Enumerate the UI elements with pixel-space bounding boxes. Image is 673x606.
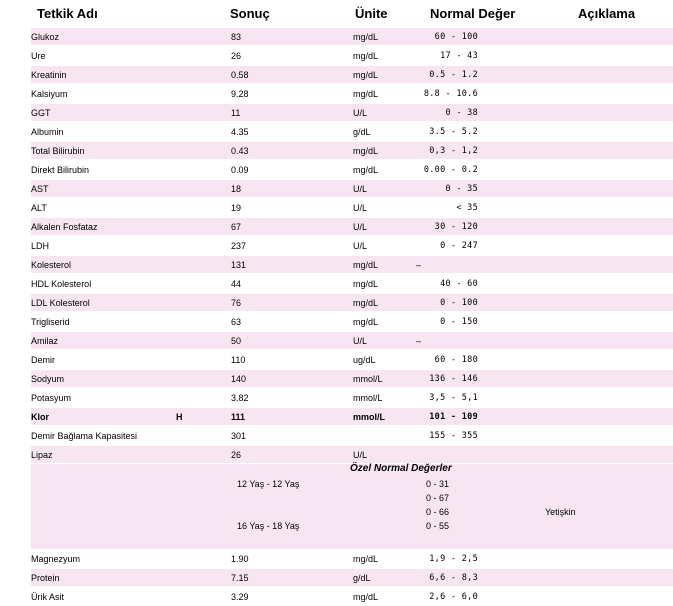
unit: mmol/L — [353, 393, 383, 403]
reference-range: – — [416, 336, 422, 346]
unit: U/L — [353, 450, 368, 460]
result-value: 0.09 — [231, 165, 249, 175]
test-name: Ürik Asit — [31, 592, 65, 602]
test-name: HDL Kolesterol — [31, 279, 92, 289]
table-row — [0, 255, 673, 274]
reference-range: 3,5 - 5,1 — [429, 393, 478, 403]
unit: ug/dL — [353, 355, 376, 365]
unit: mg/dL — [353, 89, 379, 99]
table-row — [0, 350, 673, 369]
result-value: 0.43 — [231, 146, 249, 156]
table-row — [0, 179, 673, 198]
reference-range: 0 - 55 — [426, 521, 450, 531]
result-value: 9.28 — [231, 89, 249, 99]
reference-range: 2,6 - 6,0 — [429, 592, 478, 602]
unit: mg/dL — [353, 298, 379, 308]
result-value: 3.29 — [231, 592, 249, 602]
test-name: Glukoz — [31, 32, 60, 42]
result-value: 7.15 — [231, 573, 249, 583]
result-value: 18 — [231, 184, 242, 194]
table-row — [0, 369, 673, 388]
test-name: Direkt Bilirubin — [31, 165, 90, 175]
test-name: Magnezyum — [31, 554, 81, 564]
test-name: Total Bilirubin — [31, 146, 85, 156]
test-name: Kolesterol — [31, 260, 72, 270]
test-name: Kreatinin — [31, 70, 67, 80]
unit: mg/dL — [353, 146, 379, 156]
result-value: 11 — [231, 108, 241, 118]
test-name: Klor — [31, 412, 49, 422]
reference-range: 1,9 - 2,5 — [429, 554, 478, 564]
test-name: Albumin — [31, 127, 64, 137]
row-shade — [31, 446, 673, 463]
unit: U/L — [353, 184, 368, 194]
row-shade — [31, 464, 673, 549]
unit: mg/dL — [353, 279, 379, 289]
header-test-name: Tetkik Adı — [37, 6, 98, 21]
result-value: 4.35 — [231, 127, 249, 137]
test-name: ALT — [31, 203, 47, 213]
table-row — [0, 65, 673, 84]
table-row — [0, 549, 673, 568]
row-shade — [31, 256, 673, 273]
reference-range: 136 - 146 — [429, 374, 478, 384]
result-value: 63 — [231, 317, 242, 327]
reference-range: 101 - 109 — [429, 412, 478, 422]
reference-range: 155 - 355 — [429, 431, 478, 441]
table-row — [0, 587, 673, 606]
reference-range: 0 - 31 — [426, 479, 450, 489]
results-table — [0, 27, 673, 606]
unit: U/L — [353, 336, 368, 346]
table-row — [0, 198, 673, 217]
result-value: 76 — [231, 298, 242, 308]
unit: mg/dL — [353, 260, 379, 270]
test-name: Demir — [31, 355, 55, 365]
reference-range: 40 - 60 — [440, 279, 478, 289]
reference-range: 0 - 150 — [440, 317, 478, 327]
age-note: Yetişkin — [545, 507, 576, 517]
result-value: 19 — [231, 203, 242, 213]
result-value: 140 — [231, 374, 247, 384]
header-result: Sonuç — [230, 6, 270, 21]
result-value: 0.58 — [231, 70, 249, 80]
table-row — [0, 445, 673, 464]
test-name: Kalsiyum — [31, 89, 68, 99]
flag: H — [176, 412, 183, 422]
reference-range: 17 - 43 — [440, 51, 478, 61]
table-row — [0, 407, 673, 426]
unit: mg/dL — [353, 70, 379, 80]
test-name: Alkalen Fosfataz — [31, 222, 98, 232]
special-values-title: Özel Normal Değerler — [350, 463, 452, 474]
unit: mmol/L — [353, 412, 386, 422]
reference-range: 0 - 100 — [440, 298, 478, 308]
unit: mg/dL — [353, 165, 379, 175]
table-header — [0, 0, 673, 26]
reference-range: 60 - 100 — [434, 32, 478, 42]
test-name: Protein — [31, 573, 60, 583]
reference-range: 8.8 - 10.6 — [423, 89, 478, 99]
result-value: 26 — [231, 51, 242, 61]
test-name: Potasyum — [31, 393, 72, 403]
unit: U/L — [353, 222, 368, 232]
test-name: Amilaz — [31, 336, 59, 346]
reference-range: 3.5 - 5.2 — [429, 127, 478, 137]
unit: g/dL — [353, 573, 371, 583]
table-row — [0, 122, 673, 141]
table-row — [0, 312, 673, 331]
age-range: 16 Yaş - 18 Yaş — [237, 521, 300, 531]
age-range: 12 Yaş - 12 Yaş — [237, 479, 300, 489]
table-row — [0, 388, 673, 407]
result-value: 67 — [231, 222, 242, 232]
unit: U/L — [353, 108, 368, 118]
reference-range: – — [416, 260, 422, 270]
table-row — [0, 160, 673, 179]
table-row — [0, 426, 673, 445]
test-name: LDH — [31, 241, 50, 251]
unit: mg/dL — [353, 592, 379, 602]
table-row — [0, 103, 673, 122]
reference-range: 30 - 120 — [434, 222, 478, 232]
table-row — [0, 84, 673, 103]
result-value: 111 — [231, 412, 246, 422]
unit: g/dL — [353, 127, 371, 137]
test-name: Trigliserid — [31, 317, 70, 327]
table-row — [0, 274, 673, 293]
test-name: Demir Bağlama Kapasitesi — [31, 431, 138, 441]
test-name: LDL Kolesterol — [31, 298, 90, 308]
reference-range: 0,3 - 1,2 — [429, 146, 478, 156]
reference-range: 0.5 - 1.2 — [429, 70, 478, 80]
unit: U/L — [353, 203, 368, 213]
reference-range: 0 - 38 — [445, 108, 478, 118]
header-description: Açıklama — [578, 6, 636, 21]
reference-range: 0 - 67 — [426, 493, 450, 503]
test-name: GGT — [31, 108, 51, 118]
header-normal-value: Normal Değer — [430, 6, 516, 21]
unit: mg/dL — [353, 32, 379, 42]
unit: U/L — [353, 241, 368, 251]
row-shade — [31, 332, 673, 349]
result-value: 110 — [231, 355, 246, 365]
table-row — [0, 141, 673, 160]
test-name: Lipaz — [31, 450, 53, 460]
table-row — [0, 293, 673, 312]
test-name: Sodyum — [31, 374, 65, 384]
reference-range: 60 - 180 — [434, 355, 478, 365]
reference-range: < 35 — [456, 203, 478, 213]
result-value: 83 — [231, 32, 242, 42]
reference-range: 0.00 - 0.2 — [423, 165, 478, 175]
test-name: Ure — [31, 51, 46, 61]
result-value: 131 — [231, 260, 247, 270]
table-row — [0, 217, 673, 236]
result-value: 3.82 — [231, 393, 249, 403]
table-row — [0, 27, 673, 46]
reference-range: 0 - 35 — [445, 184, 478, 194]
unit: mg/dL — [353, 51, 379, 61]
reference-range: 6,6 - 8,3 — [429, 573, 478, 583]
unit: mg/dL — [353, 317, 379, 327]
result-value: 44 — [231, 279, 242, 289]
result-value: 50 — [231, 336, 242, 346]
result-value: 301 — [231, 431, 247, 441]
header-unit: Ünite — [355, 6, 388, 21]
table-row — [0, 46, 673, 65]
unit: mg/dL — [353, 554, 379, 564]
reference-range: 0 - 66 — [426, 507, 450, 517]
table-row — [0, 331, 673, 350]
special-reference-block — [0, 464, 673, 549]
result-value: 26 — [231, 450, 242, 460]
unit: mmol/L — [353, 374, 383, 384]
result-value: 237 — [231, 241, 247, 251]
reference-range: 0 - 247 — [440, 241, 478, 251]
test-name: AST — [31, 184, 49, 194]
table-row — [0, 568, 673, 587]
table-row — [0, 236, 673, 255]
result-value: 1.90 — [231, 554, 249, 564]
